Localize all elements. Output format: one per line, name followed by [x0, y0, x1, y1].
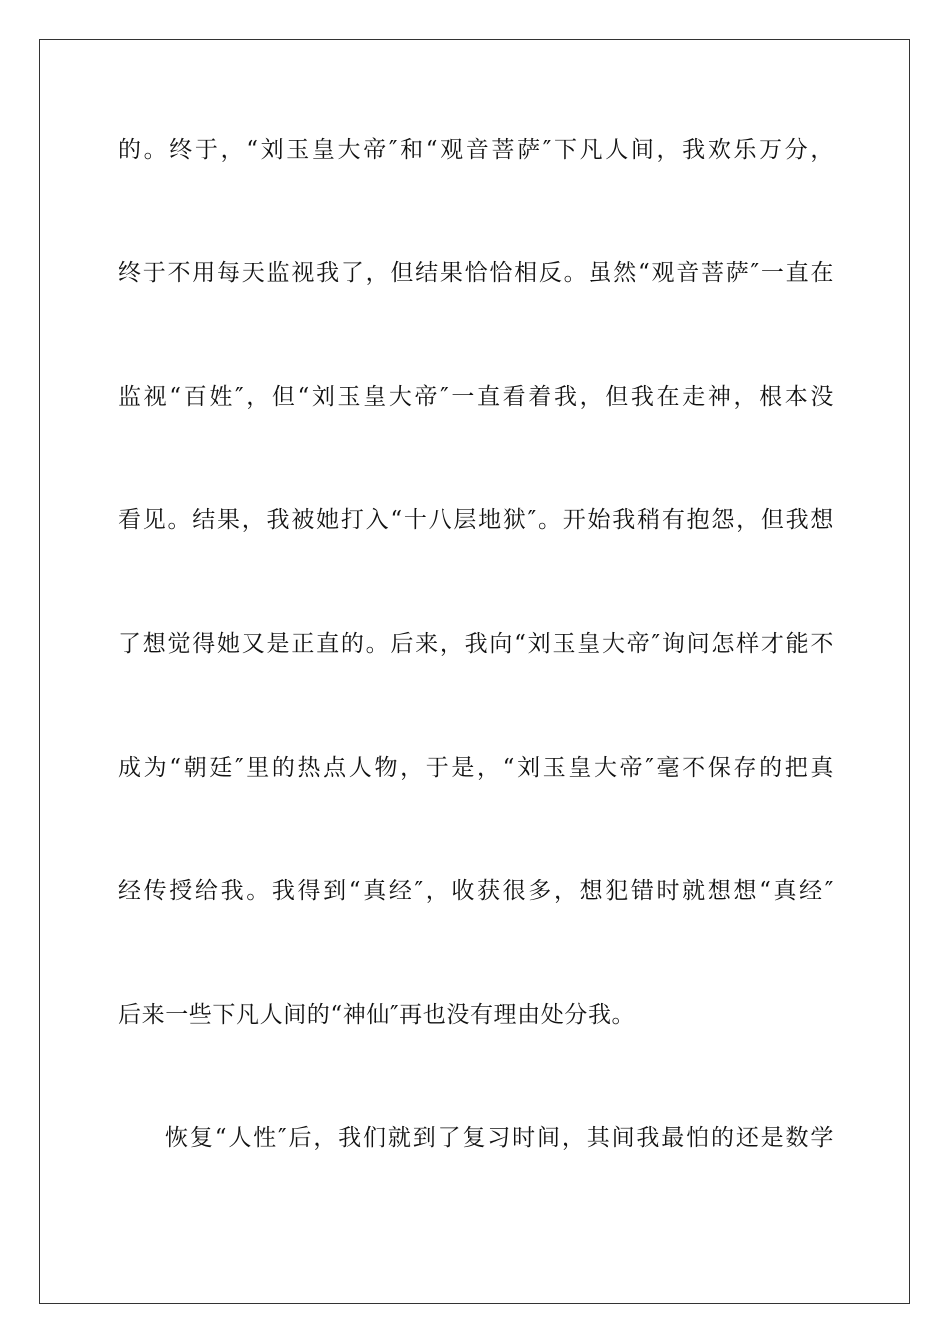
paragraph-line-3: 监视“百姓″，但“刘玉皇大帝″一直看着我，但我在走神，根本没: [118, 384, 834, 410]
page-frame: [39, 39, 910, 1304]
paragraph-line-9: 恢复“人性″后，我们就到了复习时间，其间我最怕的还是数学: [165, 1125, 834, 1151]
paragraph-line-5: 了想觉得她又是正直的。后来，我向“刘玉皇大帝″询问怎样才能不: [118, 631, 834, 657]
paragraph-line-4: 看见。结果，我被她打入“十八层地狱″。开始我稍有抱怨，但我想: [118, 507, 834, 533]
paragraph-line-6: 成为“朝廷″里的热点人物，于是，“刘玉皇大帝″毫不保存的把真: [118, 755, 834, 781]
paragraph-line-1: 的。终于，“刘玉皇大帝″和“观音菩萨″下凡人间，我欢乐万分，: [118, 137, 834, 163]
paragraph-line-7: 经传授给我。我得到“真经″，收获很多，想犯错时就想想“真经″: [118, 878, 834, 904]
paragraph-line-2: 终于不用每天监视我了，但结果恰恰相反。虽然“观音菩萨″一直在: [118, 260, 834, 286]
paragraph-line-8: 后来一些下凡人间的“神仙″再也没有理由处分我。: [118, 1002, 636, 1028]
